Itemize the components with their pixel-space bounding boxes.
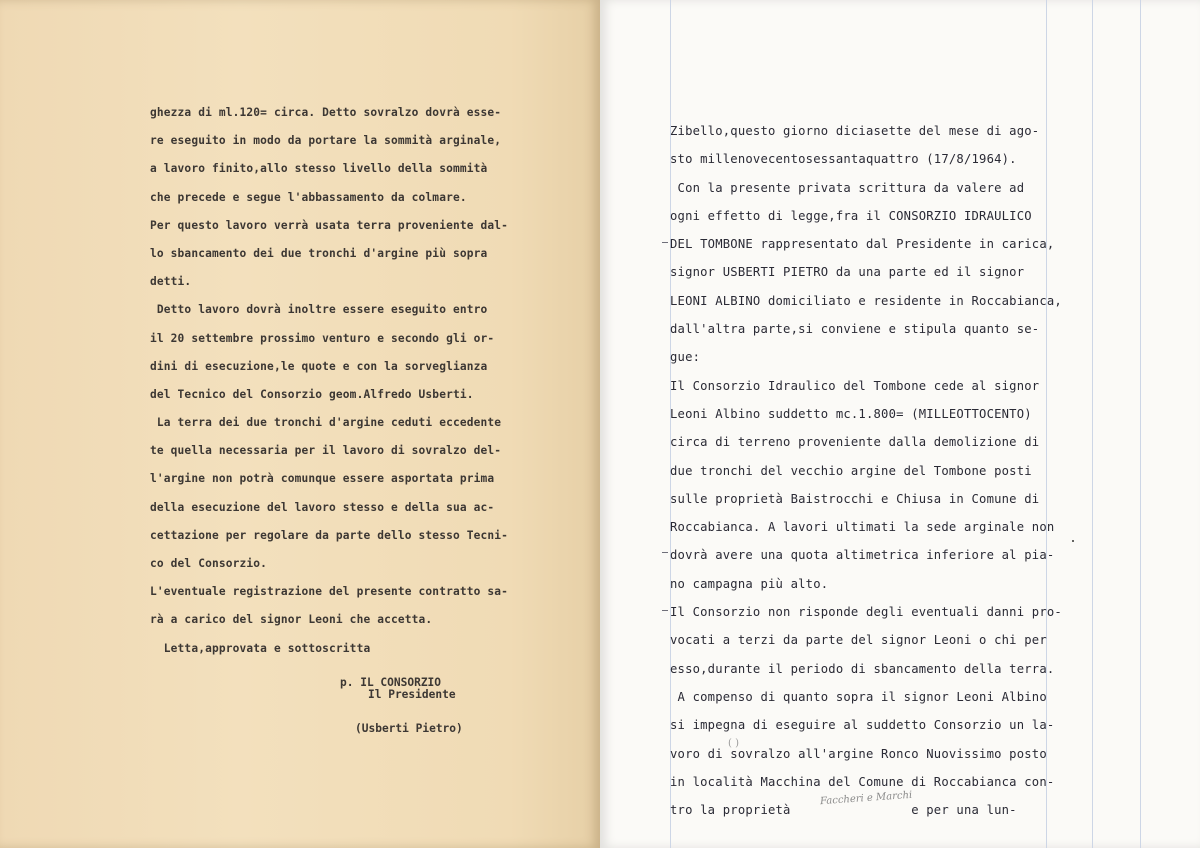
margin-tick xyxy=(662,610,668,611)
text-line: sulle proprietà Baistrocchi e Chiusa in Comune di xyxy=(670,491,1040,506)
text-line: tro la proprietà e per una lun- xyxy=(670,803,1017,818)
text-line: signor USBERTI PIETRO da una parte ed il signor xyxy=(670,265,1025,280)
text-line: Letta,approvata e sottoscritta xyxy=(150,641,371,655)
text-line: a lavoro finito,allo stesso livello della sommità xyxy=(150,162,488,176)
text-line: cettazione per regolare da parte dello stesso Tecni- xyxy=(150,528,509,542)
text-line: che precede e segue l'abbassamento da colmare. xyxy=(150,190,467,204)
text-line: L'eventuale registrazione del presente contratto sa- xyxy=(150,585,509,599)
text-line: l'argine non potrà comunque essere asportata prima xyxy=(150,472,495,486)
text-line: Leoni Albino suddetto mc.1.800= (MILLEOTTOCENTO) xyxy=(670,406,1032,421)
text-line: ogni effetto di legge,fra il CONSORZIO IDRAULICO xyxy=(670,208,1032,223)
text-line: Il Consorzio Idraulico del Tombone cede al signor xyxy=(670,378,1040,393)
text-line: della esecuzione del lavoro stesso e della sua ac- xyxy=(150,500,495,514)
text-line: Il Consorzio non risponde degli eventuali danni pro- xyxy=(670,605,1062,620)
text-line: Zibello,questo giorno diciasette del mese di ago- xyxy=(670,124,1040,138)
text-line: dovrà avere una quota altimetrica inferiore al pia- xyxy=(670,548,1055,563)
text-line: dini di esecuzione,le quote e con la sorveglianza xyxy=(150,359,488,373)
text-line: del Tecnico del Consorzio geom.Alfredo Usberti. xyxy=(150,387,474,401)
pencil-parenthesis: ( ) xyxy=(728,738,739,749)
signature-president-title: Il Presidente xyxy=(368,688,456,701)
margin-rule xyxy=(1092,0,1093,848)
text-line: vocati a terzi da parte del signor Leoni o chi per xyxy=(670,633,1047,648)
text-line: gue: xyxy=(670,350,701,365)
text-line: Con la presente privata scrittura da valere ad xyxy=(670,180,1025,195)
text-line: due tronchi del vecchio argine del Tombone posti xyxy=(670,463,1032,478)
text-line: il 20 settembre prossimo venturo e secondo gli or- xyxy=(150,331,495,345)
text-line: si impegna di eseguire al suddetto Consorzio un la- xyxy=(670,718,1055,733)
text-line: dall'altra parte,si conviene e stipula quanto se- xyxy=(670,322,1040,337)
text-line: circa di terreno proveniente dalla demolizione di xyxy=(670,435,1040,450)
margin-rule xyxy=(1140,0,1141,848)
text-line: detti. xyxy=(150,275,192,289)
text-line: in località Macchina del Comune di Roccabianca con- xyxy=(670,774,1055,789)
text-line: voro di sovralzo all'argine Ronco Nuovissimo posto xyxy=(670,746,1047,761)
text-line: sto millenovecentosessantaquattro (17/8/1964). xyxy=(670,152,1017,167)
ink-dot xyxy=(1072,540,1074,542)
signature-consortium: p. IL CONSORZIO xyxy=(340,676,442,689)
right-page-text xyxy=(670,117,1060,824)
margin-tick xyxy=(662,242,668,243)
text-line: La terra dei due tronchi d'argine ceduti eccedente xyxy=(150,416,502,430)
text-line: Detto lavoro dovrà inoltre essere eseguito entro xyxy=(150,303,488,317)
text-line: ghezza di ml.120= circa. Detto sovralzo dovrà esse- xyxy=(150,106,502,119)
text-line: A compenso di quanto sopra il signor Leoni Albino xyxy=(670,689,1047,704)
text-line: no campagna più alto. xyxy=(670,576,829,591)
handwritten-note: Faccheri e Marchi xyxy=(819,789,913,808)
text-line: co del Consorzio. xyxy=(150,557,268,570)
text-line: te quella necessaria per il lavoro di sovralzo del- xyxy=(150,444,502,458)
text-line: Roccabianca. A lavori ultimati la sede arginale non xyxy=(670,520,1055,535)
text-line: re eseguito in modo da portare la sommità arginale, xyxy=(150,134,502,148)
text-line: rà a carico del signor Leoni che accetta. xyxy=(150,613,433,627)
text-line: lo sbancamento dei due tronchi d'argine più sopra xyxy=(150,246,488,260)
text-line: DEL TOMBONE rappresentato dal Presidente in carica, xyxy=(670,237,1055,252)
text-line: LEONI ALBINO domiciliato e residente in Roccabianca, xyxy=(670,293,1062,308)
margin-tick xyxy=(662,552,668,553)
signature-name: (Usberti Pietro) xyxy=(355,722,463,735)
left-page-text xyxy=(150,99,550,663)
text-line: esso,durante il periodo di sbancamento della terra. xyxy=(670,661,1055,676)
text-line: Per questo lavoro verrà usata terra proveniente dal- xyxy=(150,218,509,232)
